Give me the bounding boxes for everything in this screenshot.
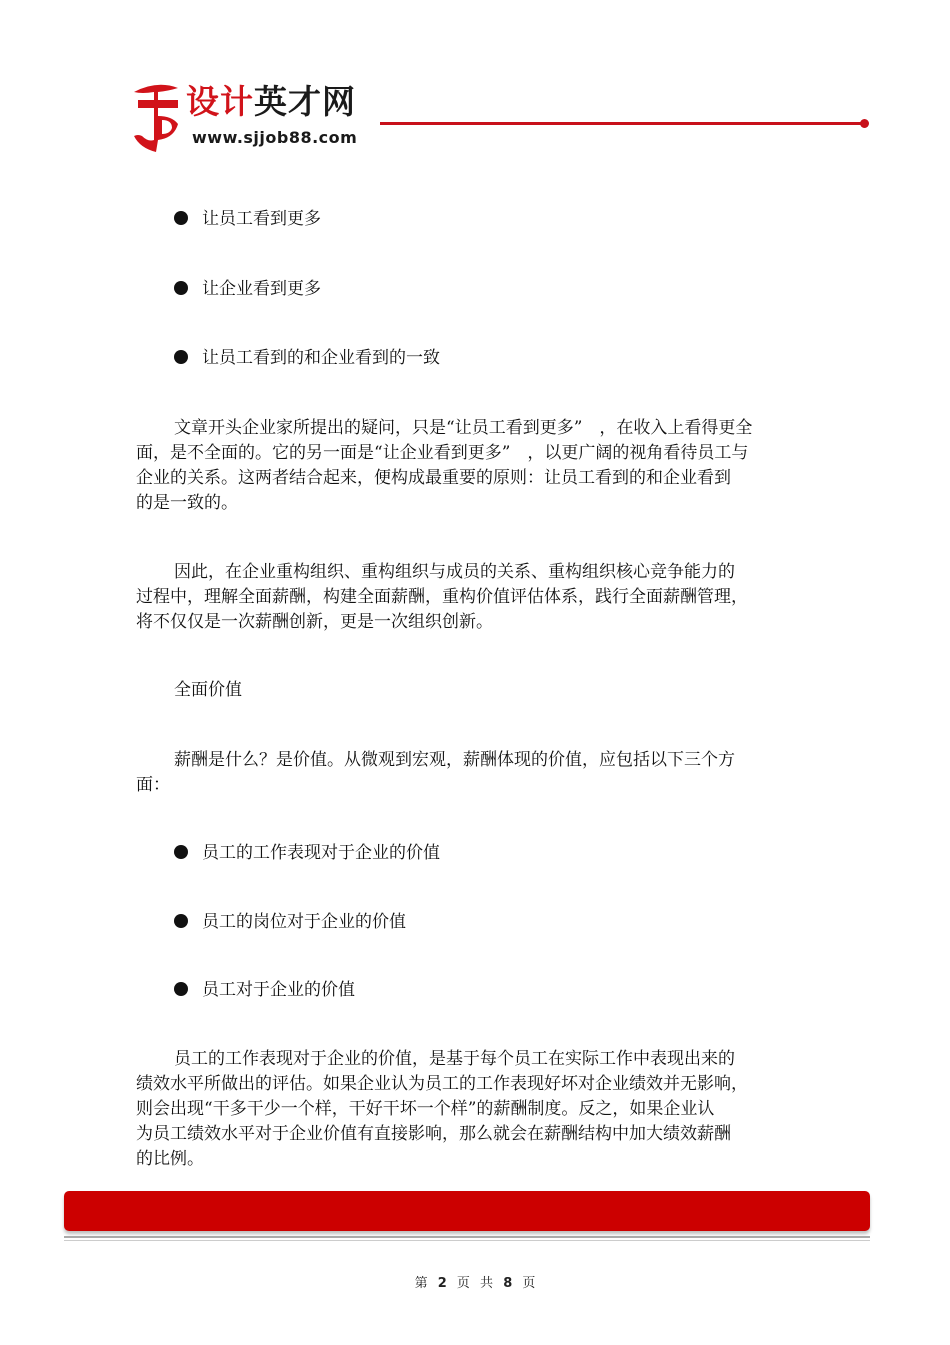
header-rule <box>380 122 866 125</box>
list-item-text: 让企业看到更多 <box>202 279 321 299</box>
paragraph-line: 因此，在企业重构组织、重构组织与成员的关系、重构组织核心竞争能力的 <box>174 562 735 582</box>
brand-logo-icon <box>128 78 186 156</box>
list-item <box>174 910 406 935</box>
section-heading: 全面价值 <box>174 680 242 700</box>
paragraph-line: 面，是不全面的。它的另一面是“让企业看到更多” ，以更广阔的视角看待员工与 <box>136 443 749 463</box>
paragraph-line: 的比例。 <box>136 1149 204 1169</box>
list-item <box>174 207 321 232</box>
brand-url: www.sjjob88.com <box>192 128 358 147</box>
list-item-text: 让员工看到更多 <box>202 209 321 229</box>
list-item-text: 员工的岗位对于企业的价值 <box>202 912 406 932</box>
brand-name-red: 设计 <box>186 82 254 121</box>
paragraph-4 <box>136 1047 816 1172</box>
paragraph-line: 的是一致的。 <box>136 493 238 513</box>
paragraph-line: 为员工绩效水平对于企业价值有直接影响，那么就会在薪酬结构中加大绩效薪酬 <box>136 1124 731 1144</box>
footer-bar <box>64 1191 870 1231</box>
paragraph-line: 过程中，理解全面薪酬，构建全面薪酬，重构价值评估体系，践行全面薪酬管理， <box>136 587 748 607</box>
paragraph-line: 将不仅仅是一次薪酬创新，更是一次组织创新。 <box>136 612 493 632</box>
paragraph-line: 员工的工作表现对于企业的价值，是基于每个员工在实际工作中表现出来的 <box>174 1049 735 1069</box>
bullet-dot-icon <box>174 211 188 225</box>
paragraph-line: 企业的关系。这两者结合起来，便构成最重要的原则：让员工看到的和企业看到 <box>136 468 731 488</box>
footer-rule <box>64 1236 870 1238</box>
page-indicator <box>0 1272 950 1291</box>
page-total: 8 <box>503 1276 513 1291</box>
bullet-dot-icon <box>174 982 188 996</box>
bullet-dot-icon <box>174 350 188 364</box>
paragraph-line: 薪酬是什么？是价值。从微观到宏观，薪酬体现的价值，应包括以下三个方 <box>174 750 735 770</box>
bullet-dot-icon <box>174 845 188 859</box>
page-mid: 页 共 <box>456 1276 494 1291</box>
footer-rule <box>64 1240 870 1241</box>
header-rule-dot <box>860 119 869 128</box>
paragraph-line: 文章开头企业家所提出的疑问，只是“让员工看到更多” ，在收入上看得更全 <box>174 418 753 438</box>
bullet-dot-icon <box>174 281 188 295</box>
list-item <box>174 277 321 302</box>
page-suffix: 页 <box>522 1276 536 1291</box>
list-item <box>174 346 440 371</box>
bullet-dot-icon <box>174 914 188 928</box>
paragraph-line: 面： <box>136 775 170 795</box>
paragraph-1 <box>136 416 816 516</box>
list-item-text: 员工对于企业的价值 <box>202 980 355 1000</box>
page-prefix: 第 <box>414 1276 428 1291</box>
list-item-text: 员工的工作表现对于企业的价值 <box>202 843 440 863</box>
page-current: 2 <box>437 1276 447 1291</box>
list-item-text: 让员工看到的和企业看到的一致 <box>202 348 440 368</box>
paragraph-line: 绩效水平所做出的评估。如果企业认为员工的工作表现好坏对企业绩效并无影响， <box>136 1074 748 1094</box>
paragraph-3 <box>136 748 816 798</box>
list-item <box>174 978 355 1003</box>
paragraph-line: 则会出现“干多干少一个样，干好干坏一个样”的薪酬制度。反之，如果企业认 <box>136 1099 715 1119</box>
list-item <box>174 841 440 866</box>
brand-name <box>186 82 356 122</box>
brand-name-black: 英才网 <box>254 82 356 121</box>
paragraph-2 <box>136 560 816 635</box>
site-header <box>128 74 878 164</box>
